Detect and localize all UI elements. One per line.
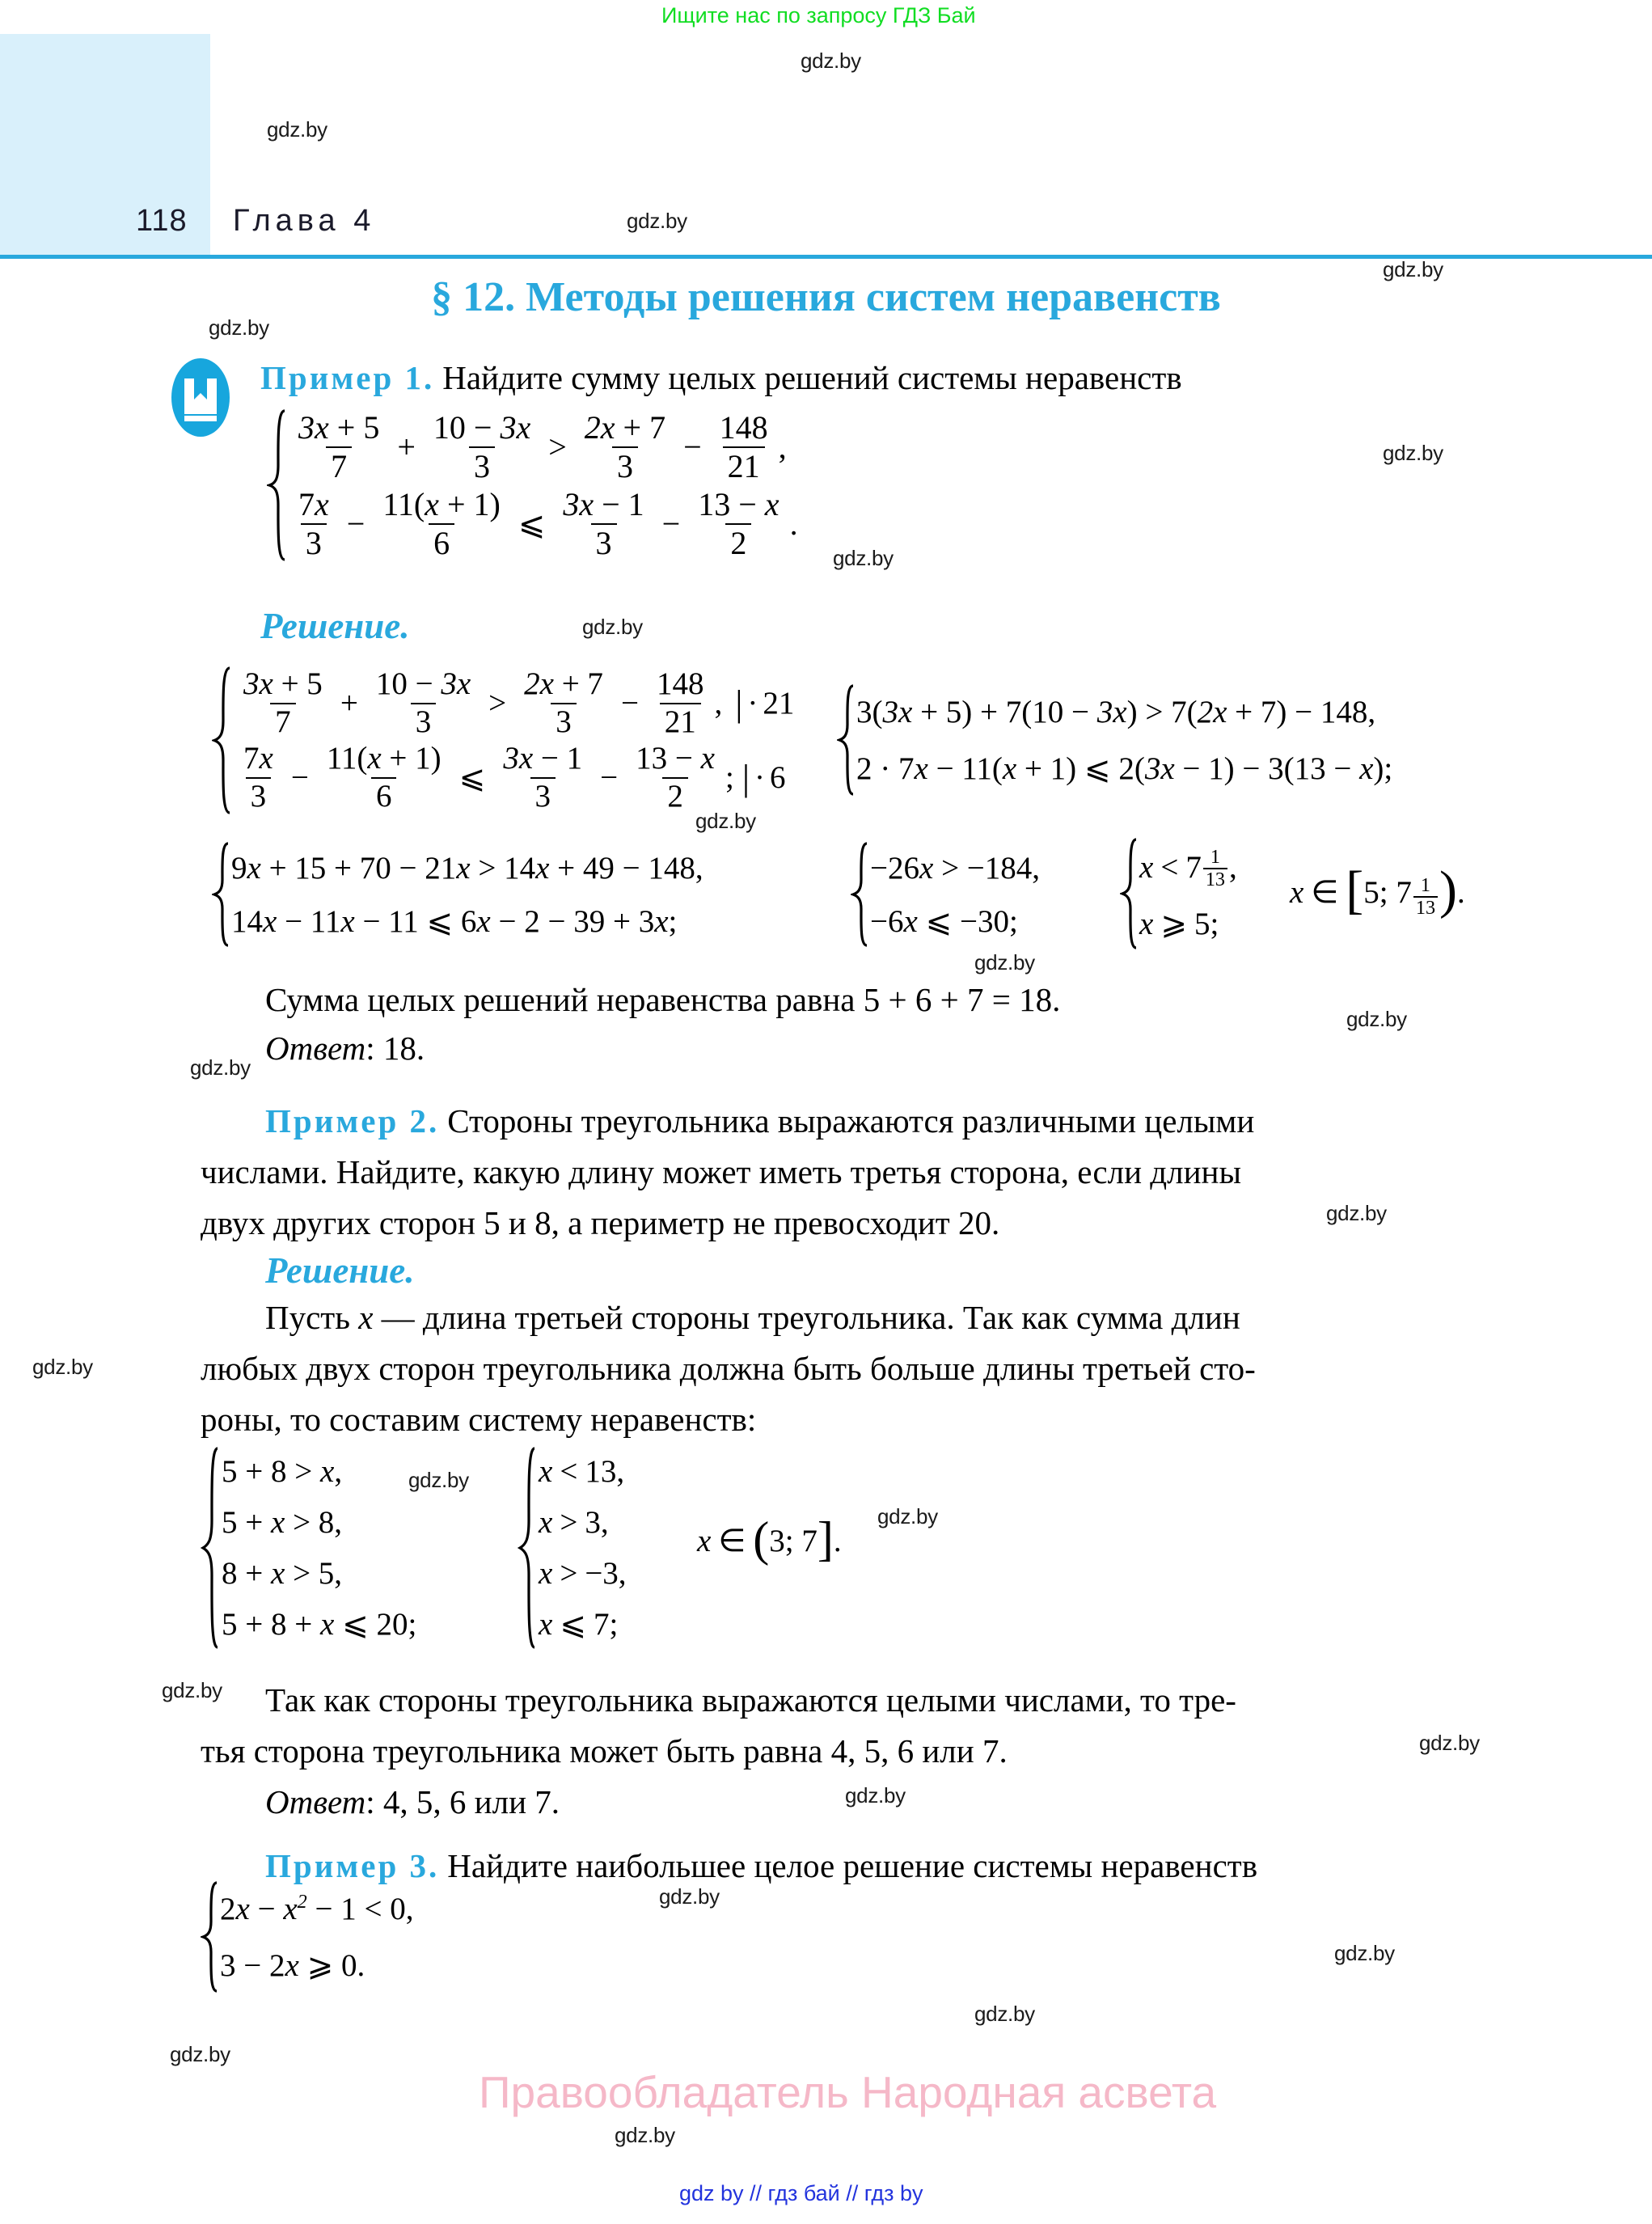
gdz-watermark: gdz.by xyxy=(833,546,894,570)
gdz-watermark: gdz.by xyxy=(267,117,327,142)
gdz-watermark: gdz.by xyxy=(582,615,643,639)
example-1-conclusion: Сумма целых решений неравенства равна 5 + 6 + 7 = 18. xyxy=(265,981,1061,1018)
gdz-watermark: gdz.by xyxy=(32,1355,93,1379)
gdz-watermark: gdz.by xyxy=(974,950,1035,975)
section-title: § 12. Методы решения систем неравенств xyxy=(431,274,1221,320)
footer-links: gdz by // гдз бай // гдз by xyxy=(679,2181,923,2205)
example-1-answer-label: Ответ xyxy=(265,1030,366,1067)
gdz-watermark: gdz.by xyxy=(1383,257,1443,281)
example-2-solution-line-3: роны, то составим систему неравенств: xyxy=(201,1401,757,1438)
book-icon xyxy=(171,358,230,437)
gdz-watermark: gdz.by xyxy=(162,1678,222,1702)
example-1-step2b-system: −26x > −184, −6x ⩽ −30; xyxy=(851,841,1040,948)
gdz-watermark: gdz.by xyxy=(627,209,687,233)
gdz-watermark: gdz.by xyxy=(1383,441,1443,465)
gdz-watermark: gdz.by xyxy=(695,809,756,833)
example-2-solution-interval: x ∈ (3; 7]. xyxy=(697,1512,842,1566)
gdz-watermark: gdz.by xyxy=(615,2123,675,2147)
gdz-watermark: gdz.by xyxy=(170,2042,230,2066)
example-2-answer-value: : 4, 5, 6 или 7. xyxy=(365,1783,560,1820)
example-1-step1-left-system: $\frac{3x + 5}{7}$ + $\frac{10 - 3x}{3}$ > $\frac{2x + 7}{3}$ − $\frac{148}{21}$ , | · 21 $\frac{7x}{3}$ − $\frac{11(x + 1)}{6}$ ⩽ $\frac{3x - 1}{3}$ − $\frac{13 - x}{2}$ ; | · 6 xyxy=(212,666,794,815)
gdz-watermark: gdz.by xyxy=(659,1884,720,1909)
top-promo-banner: Ищите нас по запросу ГДЗ Бай xyxy=(661,3,976,27)
gdz-watermark: gdz.by xyxy=(209,315,269,340)
example-1-step1-right-system: 3(3x + 5) + 7(10 − 3x) > 7(2x + 7) − 148, 2 · 7x − 11(x + 1) ⩽ 2(3x − 1) − 3(13 − x); xyxy=(837,683,1392,797)
example-2-right-system: x < 13, x > 3, x > −3, x ⩽ 7; xyxy=(518,1446,627,1650)
gdz-watermark: gdz.by xyxy=(1346,1007,1407,1031)
gdz-watermark: gdz.by xyxy=(1334,1941,1395,1965)
gdz-watermark: gdz.by xyxy=(877,1504,938,1528)
example-1-statement: Найдите сумму целых решений системы неравенств xyxy=(442,359,1182,396)
copyright-watermark: Правообладатель Народная асвета xyxy=(479,2067,1217,2117)
example-2-heading xyxy=(265,1101,1254,1140)
example-2-conclusion-line-1: Так как стороны треугольника выражаются целыми числами, то тре- xyxy=(265,1681,1236,1719)
gdz-watermark: gdz.by xyxy=(845,1783,906,1808)
gdz-watermark: gdz.by xyxy=(1326,1201,1387,1225)
example-2-statement-line-1: Стороны треугольника выражаются различными целыми xyxy=(447,1102,1255,1139)
example-1-solution-interval: x ∈ [5; 7 $\frac{1}{13}$ ). xyxy=(1290,860,1465,920)
gdz-watermark: gdz.by xyxy=(801,49,861,73)
example-2-conclusion-line-2: тья сторона треугольника может быть равна 4, 5, 6 или 7. xyxy=(201,1732,1008,1769)
example-1-label: Пример 1. xyxy=(260,359,435,396)
example-2-answer-label: Ответ xyxy=(265,1783,366,1820)
example-2-solution-label: Решение. xyxy=(265,1250,415,1291)
example-2-solution-line-1: Пусть x — длина третьей стороны треугольника. Так как сумма длин xyxy=(265,1299,1240,1336)
example-3-heading xyxy=(265,1846,1257,1885)
example-2-label: Пример 2. xyxy=(265,1102,440,1139)
example-2-answer xyxy=(265,1782,560,1821)
gdz-watermark: gdz.by xyxy=(408,1468,469,1492)
chapter-label: Глава 4 xyxy=(233,204,376,238)
gdz-watermark: gdz.by xyxy=(974,2002,1035,2026)
example-1-given-system: $\frac{3x + 5}{7}$ + $\frac{10 - 3x}{3}$ > $\frac{2x + 7}{3}$ − $\frac{148}{21}$ , $\frac{7x}{3}$ − $\frac{11(x + 1)}{6}$ ⩽ $\frac{3x - 1}{3}$ − $\frac{13 - x}{2}$ . xyxy=(267,408,798,562)
example-1-answer xyxy=(265,1029,425,1068)
example-1-step2a-system: 9x + 15 + 70 − 21x > 14x + 49 − 148, 14x − 11x − 11 ⩽ 6x − 2 − 39 + 3x; xyxy=(212,841,703,948)
gdz-watermark: gdz.by xyxy=(190,1055,251,1080)
page-number: 118 xyxy=(136,204,188,238)
example-3-system: $2x - x^2 - 1 < 0$, 3 − 2x ⩾ 0. xyxy=(201,1880,413,1994)
example-2-statement-line-2: числами. Найдите, какую длину может иметь третья сторона, если длины xyxy=(201,1153,1242,1190)
example-2-statement-line-3: двух других сторон 5 и 8, а периметр не превосходит 20. xyxy=(201,1204,1000,1241)
example-1-answer-value: : 18. xyxy=(365,1030,425,1067)
example-3-label: Пример 3. xyxy=(265,1847,440,1884)
gdz-watermark: gdz.by xyxy=(1419,1731,1480,1755)
example-3-statement: Найдите наибольшее целое решение системы неравенств xyxy=(447,1847,1258,1884)
example-2-left-system: 5 + 8 > x, 5 + x > 8, 8 + x > 5, 5 + 8 + x ⩽ 20; xyxy=(201,1446,416,1650)
example-2-solution-line-2: любых двух сторон треугольника должна быть больше длины третьей сто- xyxy=(201,1350,1256,1387)
example-1-heading xyxy=(260,358,1182,397)
example-1-solution-label: Решение. xyxy=(260,606,410,646)
example-1-step2c-system: x < 7 $\frac{1}{13}$ , x ⩾ 5; xyxy=(1120,837,1237,950)
